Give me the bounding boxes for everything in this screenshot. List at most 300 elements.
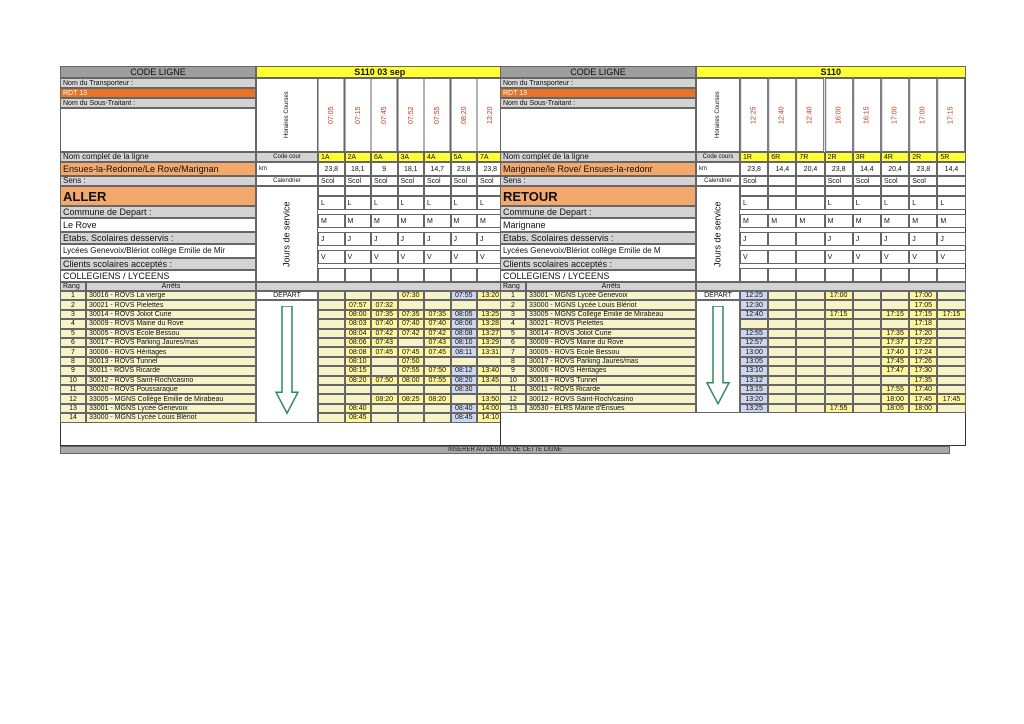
stop-time: 07:50 (398, 357, 425, 366)
blank-cell (451, 186, 478, 196)
stop-name: 30014 - ROVS Joliot Curie (526, 329, 696, 338)
transporteur-label: Nom du Transporteur : (500, 78, 696, 88)
course-time: 07:52 (398, 78, 425, 152)
stop-rank: 8 (500, 357, 526, 366)
stop-rank: 4 (500, 319, 526, 328)
stop-time: 18:00 (881, 394, 909, 403)
stop-rank: 1 (500, 291, 526, 300)
blank-cell (398, 186, 425, 196)
blank-cell (345, 186, 372, 196)
stop-name: 30012 - ROVS Saint-Roch/casino (86, 376, 256, 385)
stop-time (825, 385, 853, 394)
service-day: J (318, 232, 345, 246)
blank-cell (881, 186, 909, 196)
stop-time (853, 319, 881, 328)
stop-rank: 9 (500, 366, 526, 375)
stop-time (937, 347, 965, 356)
stop-name: 30021 - ROVS Pielettes (86, 300, 256, 309)
stop-time: 08:10 (345, 357, 372, 366)
stop-rank: 9 (60, 366, 86, 375)
stop-time: 17:45 (881, 357, 909, 366)
stop-time (371, 366, 398, 375)
stop-time: 17:40 (909, 385, 937, 394)
stop-name: 30013 - ROVS Tunnel (86, 357, 256, 366)
stop-time: 07:45 (371, 347, 398, 356)
service-day: M (768, 214, 796, 228)
stop-time: 07:30 (398, 291, 425, 300)
course-code: 2A (345, 152, 372, 162)
stop-time (796, 385, 824, 394)
stop-time: 17:00 (825, 291, 853, 300)
jours-label: Jours de service (696, 186, 740, 282)
blank-cell (740, 268, 768, 282)
stop-time (796, 291, 824, 300)
service-day (768, 196, 796, 210)
course-km: 23,8 (477, 162, 504, 176)
stop-time (825, 329, 853, 338)
stop-time (424, 291, 451, 300)
service-day: V (937, 250, 965, 264)
stop-time: 13:27 (477, 329, 504, 338)
course-km: 14,4 (853, 162, 881, 176)
stop-time (825, 394, 853, 403)
course-time: 08:20 (451, 78, 478, 152)
stop-time (881, 376, 909, 385)
stop-time (825, 376, 853, 385)
etabs-value: Lycées Genevoix/Blériot collège Emilie de Mir (60, 244, 256, 258)
stop-time: 07:35 (424, 310, 451, 319)
service-day: M (345, 214, 372, 228)
stop-time (768, 329, 796, 338)
stop-time: 07:40 (371, 319, 398, 328)
stop-time (853, 404, 881, 413)
stop-rank: 13 (60, 404, 86, 413)
service-day: M (853, 214, 881, 228)
service-day (768, 250, 796, 264)
stop-name: 33005 - MGNS Collège Emilie de Mirabeau (86, 394, 256, 403)
stop-time (371, 404, 398, 413)
stop-time (371, 357, 398, 366)
blank-cell (881, 268, 909, 282)
stop-time (318, 394, 345, 403)
blank-cell (398, 268, 425, 282)
commune-label: Commune de Depart : (60, 206, 256, 218)
stop-time: 17:35 (881, 329, 909, 338)
stop-time: 08:05 (451, 310, 478, 319)
stop-time: 08:30 (451, 385, 478, 394)
stop-time (768, 338, 796, 347)
stop-time: 14:10 (477, 413, 504, 422)
stop-name: 30009 - ROVS Mairie du Rove (526, 338, 696, 347)
stop-time: 08:00 (345, 310, 372, 319)
stop-rank: 6 (500, 338, 526, 347)
stop-time (853, 366, 881, 375)
transporteur-value: RDT 13 (60, 88, 256, 98)
service-day: V (398, 250, 425, 264)
stop-name: 30006 - ROVS Héritages (526, 366, 696, 375)
sens-label: Sens : (500, 176, 696, 186)
course-calendrier (937, 176, 965, 186)
stop-time (937, 376, 965, 385)
course-calendrier: Scol (477, 176, 504, 186)
course-code: 7R (796, 152, 824, 162)
rang-label: Rang (500, 282, 526, 291)
stop-time (937, 329, 965, 338)
service-day: J (451, 232, 478, 246)
course-calendrier: Scol (398, 176, 425, 186)
stop-time: 07:55 (398, 366, 425, 375)
course-code: 5A (451, 152, 478, 162)
service-day (796, 250, 824, 264)
blank-cell (937, 186, 965, 196)
stop-time: 13:20 (477, 291, 504, 300)
stop-rank: 5 (60, 329, 86, 338)
blank-cell (740, 186, 768, 196)
service-day: L (371, 196, 398, 210)
blank-cell (424, 268, 451, 282)
service-day: J (740, 232, 768, 246)
stop-name: 33001 - MGNS Lycée Genevoix (86, 404, 256, 413)
stop-time (796, 310, 824, 319)
course-calendrier: Scol (345, 176, 372, 186)
stop-time (424, 385, 451, 394)
stop-time (318, 404, 345, 413)
stop-name: 30006 - ROVS Héritages (86, 347, 256, 356)
blank-cell (424, 186, 451, 196)
stop-name: 30013 - ROVS Tunnel (526, 376, 696, 385)
course-time: 07:15 (345, 78, 372, 152)
blank-cell (937, 268, 965, 282)
course-time: 12:40 (768, 78, 796, 152)
service-day: L (477, 196, 504, 210)
service-day: J (825, 232, 853, 246)
blank-cell (796, 268, 824, 282)
stop-time (398, 404, 425, 413)
clients-label: Clients scolaires acceptés : (500, 258, 696, 270)
course-km: 9 (371, 162, 398, 176)
course-km: 23,8 (825, 162, 853, 176)
stop-time: 17:45 (937, 394, 965, 403)
stop-time (796, 338, 824, 347)
stop-time: 13:50 (477, 394, 504, 403)
stop-time (345, 385, 372, 394)
stop-time (768, 357, 796, 366)
service-day: L (345, 196, 372, 210)
clients-value: COLLEGIENS / LYCEENS (60, 270, 256, 282)
calendrier-label: Calendrier (696, 176, 740, 186)
commune-value: Le Rove (60, 218, 256, 232)
stop-time: 17:22 (909, 338, 937, 347)
service-day: J (398, 232, 425, 246)
stop-time (768, 319, 796, 328)
stop-time (796, 300, 824, 309)
stop-time (881, 300, 909, 309)
course-calendrier (768, 176, 796, 186)
stop-time (796, 347, 824, 356)
course-code: 4A (424, 152, 451, 162)
stop-time: 08:04 (345, 329, 372, 338)
stop-time (318, 357, 345, 366)
stop-time (768, 376, 796, 385)
stop-time (398, 338, 425, 347)
course-code: 4R (881, 152, 909, 162)
etabs-value: Lycées Genevoix/Blériot collège Emilie de M (500, 244, 696, 258)
stop-time: 17:55 (825, 404, 853, 413)
stop-time: 07:35 (371, 310, 398, 319)
stop-time: 17:24 (909, 347, 937, 356)
stop-time (424, 413, 451, 422)
stop-time: 13:25 (477, 310, 504, 319)
course-code: 6R (768, 152, 796, 162)
stop-time (768, 310, 796, 319)
stop-name: 30005 - ROVS Ecole Bessou (86, 329, 256, 338)
stop-time (371, 413, 398, 422)
stop-time (318, 366, 345, 375)
stop-rank: 11 (500, 385, 526, 394)
stop-time: 07:45 (398, 347, 425, 356)
stop-time: 17:35 (909, 376, 937, 385)
stop-time (398, 413, 425, 422)
stop-time: 08:20 (371, 394, 398, 403)
course-time: 12:25 (740, 78, 768, 152)
stop-time: 13:10 (740, 366, 768, 375)
blank-cell (825, 268, 853, 282)
blank-cell (909, 186, 937, 196)
course-km: 14,4 (937, 162, 965, 176)
course-time: 07:45 (371, 78, 398, 152)
stop-time (371, 385, 398, 394)
transporteur-value: RDT 13 (500, 88, 696, 98)
stop-time (768, 404, 796, 413)
stop-time (398, 300, 425, 309)
stop-time: 08:45 (451, 413, 478, 422)
course-code: 1A (318, 152, 345, 162)
stop-time: 17:20 (909, 329, 937, 338)
stop-rank: 13 (500, 404, 526, 413)
stop-time: 08:20 (451, 376, 478, 385)
stop-time (937, 319, 965, 328)
code-cours-label: Code cours (696, 152, 740, 162)
stop-time: 07:35 (398, 310, 425, 319)
course-km: 20,4 (796, 162, 824, 176)
service-day: M (825, 214, 853, 228)
code-ligne-label: CODE LIGNE (60, 66, 256, 78)
stop-time (825, 300, 853, 309)
blank-cell (318, 268, 345, 282)
service-day: M (398, 214, 425, 228)
stop-time: 13:28 (477, 319, 504, 328)
stop-time (345, 394, 372, 403)
down-arrow-icon (275, 306, 299, 414)
blank-cell (345, 268, 372, 282)
course-calendrier: Scol (424, 176, 451, 186)
stop-time (937, 404, 965, 413)
service-day: L (740, 196, 768, 210)
etabs-label: Etabs. Scolaires desservis : (60, 232, 256, 244)
course-km: 18,1 (345, 162, 372, 176)
code-cours-label: Code cour (256, 152, 318, 162)
stop-time (796, 394, 824, 403)
horaires-label: Horaires Courses (696, 78, 740, 152)
stop-rank: 10 (500, 376, 526, 385)
service-day: L (398, 196, 425, 210)
course-km: 14,7 (424, 162, 451, 176)
stop-time: 07:40 (398, 319, 425, 328)
service-day: J (881, 232, 909, 246)
stop-time: 12:40 (740, 310, 768, 319)
stop-time (796, 329, 824, 338)
stop-time: 17:55 (881, 385, 909, 394)
stop-time (796, 404, 824, 413)
clients-label: Clients scolaires acceptés : (60, 258, 256, 270)
stop-time (853, 347, 881, 356)
etabs-label: Etabs. Scolaires desservis : (500, 232, 696, 244)
course-code: 3A (398, 152, 425, 162)
service-day: J (371, 232, 398, 246)
stop-time: 08:06 (451, 319, 478, 328)
stop-time: 17:00 (909, 291, 937, 300)
stop-time (796, 357, 824, 366)
service-day: M (371, 214, 398, 228)
stop-time (318, 338, 345, 347)
stop-time: 18:05 (881, 404, 909, 413)
blank-cell (825, 186, 853, 196)
stop-rank: 14 (60, 413, 86, 422)
service-day: V (881, 250, 909, 264)
stop-time: 07:57 (345, 300, 372, 309)
stop-time (318, 413, 345, 422)
stop-time: 13:29 (477, 338, 504, 347)
nom-complet-value: Ensues-la-Redonne/Le Rove/Marignan (60, 162, 256, 176)
course-code: 6A (371, 152, 398, 162)
stop-time (825, 366, 853, 375)
stop-name: 30005 - ROVS Ecole Bessou (526, 347, 696, 356)
code-ligne-value: S110 03 sep (256, 66, 504, 78)
stop-time (318, 385, 345, 394)
service-day: M (909, 214, 937, 228)
stop-time: 17:47 (881, 366, 909, 375)
stop-time: 17:40 (881, 347, 909, 356)
sous-traitant-value (500, 108, 696, 152)
course-code: 5R (937, 152, 965, 162)
stop-time: 08:20 (424, 394, 451, 403)
down-arrow-icon (706, 306, 730, 405)
course-km: 14,4 (768, 162, 796, 176)
course-time: 12:40 (796, 78, 824, 152)
stop-name: 30017 - ROVS Parking Jaures/mas (526, 357, 696, 366)
course-time: 17:15 (937, 78, 965, 152)
stop-time (937, 385, 965, 394)
rang-label: Rang (60, 282, 86, 291)
commune-value: Marignane (500, 218, 696, 232)
stop-time (853, 385, 881, 394)
stop-time: 17:30 (909, 366, 937, 375)
course-calendrier: Scol (371, 176, 398, 186)
course-calendrier: Scol (451, 176, 478, 186)
stop-rank: 6 (60, 338, 86, 347)
service-day (768, 232, 796, 246)
stop-time: 07:42 (371, 329, 398, 338)
stop-rank: 7 (500, 347, 526, 356)
service-day: V (477, 250, 504, 264)
stop-time (937, 357, 965, 366)
stop-time: 07:40 (424, 319, 451, 328)
stop-time: 08:06 (345, 338, 372, 347)
service-day: M (881, 214, 909, 228)
course-calendrier: Scol (825, 176, 853, 186)
course-time: 17:00 (909, 78, 937, 152)
stop-time: 08:15 (345, 366, 372, 375)
arrets-label: Arrêts (526, 282, 696, 291)
stop-time (451, 394, 478, 403)
stop-time: 13:05 (740, 357, 768, 366)
stop-time (768, 300, 796, 309)
stop-time (881, 291, 909, 300)
stop-name: 33005 - MGNS Collège Emilie de Mirabeau (526, 310, 696, 319)
stop-time (853, 394, 881, 403)
blank-cell (853, 186, 881, 196)
stop-time (768, 394, 796, 403)
horaires-label: Horaires Courses (256, 78, 318, 152)
service-day: V (371, 250, 398, 264)
stop-name: 30009 - ROVS Mairie du Rove (86, 319, 256, 328)
stop-time: 07:42 (398, 329, 425, 338)
stop-time: 17:15 (825, 310, 853, 319)
stop-time (318, 376, 345, 385)
sens-label: Sens : (60, 176, 256, 186)
service-day: L (937, 196, 965, 210)
stop-time (318, 329, 345, 338)
blank-cell (909, 268, 937, 282)
stop-rank: 3 (500, 310, 526, 319)
stop-time (768, 366, 796, 375)
stop-name: 30014 - ROVS Joliot Curie (86, 310, 256, 319)
stop-time (825, 338, 853, 347)
stop-time: 13:40 (477, 366, 504, 375)
stop-time (937, 291, 965, 300)
blank-cell (768, 268, 796, 282)
stop-time (740, 319, 768, 328)
stop-time (318, 347, 345, 356)
stop-time (881, 319, 909, 328)
stop-time: 07:55 (424, 376, 451, 385)
stop-time: 08:08 (451, 329, 478, 338)
commune-label: Commune de Depart : (500, 206, 696, 218)
service-day: L (424, 196, 451, 210)
stop-time: 13:00 (740, 347, 768, 356)
stop-time: 08:03 (345, 319, 372, 328)
stop-time (853, 310, 881, 319)
course-time: 07:55 (424, 78, 451, 152)
stop-name: 33001 - MGNS Lycée Genevoix (526, 291, 696, 300)
sous-traitant-value (60, 108, 256, 152)
service-day: M (796, 214, 824, 228)
service-day: V (318, 250, 345, 264)
course-km: 23,8 (740, 162, 768, 176)
stop-rank: 5 (500, 329, 526, 338)
stop-time: 08:20 (345, 376, 372, 385)
stop-time (318, 300, 345, 309)
stop-time (768, 347, 796, 356)
blank-cell (256, 282, 504, 291)
insert-footer: INSERER AU DESSUS DE CETTE LIGNE (60, 446, 950, 454)
depart-label: DEPART (256, 291, 318, 300)
depart-label: DEPART (696, 291, 740, 300)
stop-time (796, 319, 824, 328)
blank-cell (318, 186, 345, 196)
stop-time: 07:43 (424, 338, 451, 347)
stop-rank: 4 (60, 319, 86, 328)
